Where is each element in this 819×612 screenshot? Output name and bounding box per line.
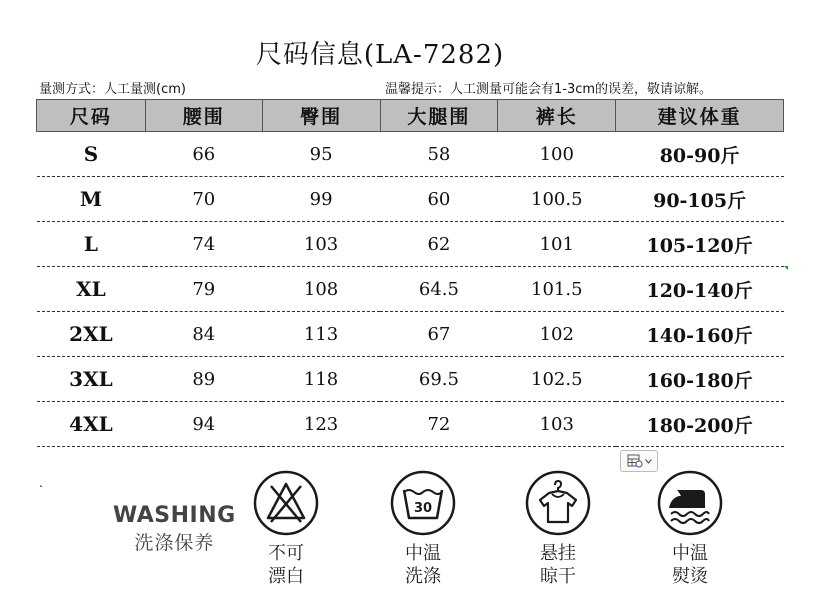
washing-heading <box>113 503 236 555</box>
hang-dry-icon <box>525 470 591 536</box>
length-cell: 101 <box>498 222 616 267</box>
length-cell: 101.5 <box>498 267 616 312</box>
length-cell: 100.5 <box>498 177 616 222</box>
hip-cell: 113 <box>262 312 380 357</box>
chevron-down-icon <box>645 459 652 464</box>
size-cell: 3XL <box>37 357 146 402</box>
care-item-wash-30 <box>383 470 463 588</box>
thigh-cell: 58 <box>380 132 498 177</box>
waist-cell: 79 <box>145 267 262 312</box>
paste-options-button[interactable] <box>620 450 658 472</box>
waist-cell: 66 <box>145 132 262 177</box>
table-row <box>37 312 784 357</box>
care-label-line1: 不可 <box>268 543 304 564</box>
care-label-line1: 中温 <box>672 543 708 564</box>
table-header-row <box>37 100 784 132</box>
care-label-line1: 悬挂 <box>540 543 576 564</box>
thigh-cell: 69.5 <box>380 357 498 402</box>
paste-options-icon <box>627 454 643 468</box>
waist-cell: 84 <box>145 312 262 357</box>
length-cell: 102.5 <box>498 357 616 402</box>
cell-comment-marker <box>784 266 788 270</box>
thigh-cell: 60 <box>380 177 498 222</box>
weight-cell: 105-120斤 <box>616 222 784 267</box>
size-cell: S <box>37 132 146 177</box>
hip-cell: 123 <box>262 402 380 447</box>
weight-cell: 140-160斤 <box>616 312 784 357</box>
hip-cell: 103 <box>262 222 380 267</box>
washing-title-cn: 洗涤保养 <box>134 532 215 554</box>
error-tip-note: 温馨提示：人工测量可能会有1-3cm的误差，敬请谅解。 <box>385 82 713 97</box>
length-cell: 103 <box>498 402 616 447</box>
size-cell: XL <box>37 267 146 312</box>
length-cell: 102 <box>498 312 616 357</box>
washing-title-en: WASHING <box>113 503 236 528</box>
thigh-cell: 67 <box>380 312 498 357</box>
size-cell: 4XL <box>37 402 146 447</box>
care-label-line2: 洗涤 <box>405 566 441 587</box>
header-thigh: 大腿围 <box>380 100 498 132</box>
table-row <box>37 132 784 177</box>
weight-cell: 90-105斤 <box>616 177 784 222</box>
weight-cell: 120-140斤 <box>616 267 784 312</box>
care-item-hang-dry <box>518 470 598 588</box>
measure-method-note: 量测方式：人工量测(cm) <box>39 82 186 97</box>
header-waist: 腰围 <box>145 100 262 132</box>
thigh-cell: 64.5 <box>380 267 498 312</box>
stray-dot: . <box>39 476 43 490</box>
waist-cell: 89 <box>145 357 262 402</box>
table-row <box>37 267 784 312</box>
size-cell: L <box>37 222 146 267</box>
table-row <box>37 177 784 222</box>
table-row <box>37 222 784 267</box>
care-label-line2: 熨烫 <box>672 566 708 587</box>
hip-cell: 118 <box>262 357 380 402</box>
header-length: 裤长 <box>498 100 616 132</box>
weight-cell: 160-180斤 <box>616 357 784 402</box>
length-cell: 100 <box>498 132 616 177</box>
hip-cell: 95 <box>262 132 380 177</box>
size-cell: M <box>37 177 146 222</box>
wash-temp-text: 30 <box>413 501 433 516</box>
header-weight: 建议体重 <box>616 100 784 132</box>
table-row <box>37 357 784 402</box>
hip-cell: 99 <box>262 177 380 222</box>
weight-cell: 80-90斤 <box>616 132 784 177</box>
weight-cell: 180-200斤 <box>616 402 784 447</box>
thigh-cell: 62 <box>380 222 498 267</box>
waist-cell: 74 <box>145 222 262 267</box>
no-bleach-icon <box>253 470 319 536</box>
care-label-line1: 中温 <box>405 543 441 564</box>
header-size: 尺码 <box>37 100 146 132</box>
wash-30-icon <box>390 470 456 536</box>
care-item-iron <box>650 470 730 588</box>
size-cell: 2XL <box>37 312 146 357</box>
care-item-no-bleach <box>246 470 326 588</box>
page-title: 尺码信息(LA-7282) <box>255 40 505 70</box>
size-table <box>36 99 784 447</box>
hip-cell: 108 <box>262 267 380 312</box>
thigh-cell: 72 <box>380 402 498 447</box>
iron-medium-icon <box>657 470 723 536</box>
care-label-line2: 漂白 <box>268 566 304 587</box>
table-row <box>37 402 784 447</box>
waist-cell: 70 <box>145 177 262 222</box>
header-hip: 臀围 <box>262 100 380 132</box>
waist-cell: 94 <box>145 402 262 447</box>
care-label-line2: 晾干 <box>540 566 576 587</box>
